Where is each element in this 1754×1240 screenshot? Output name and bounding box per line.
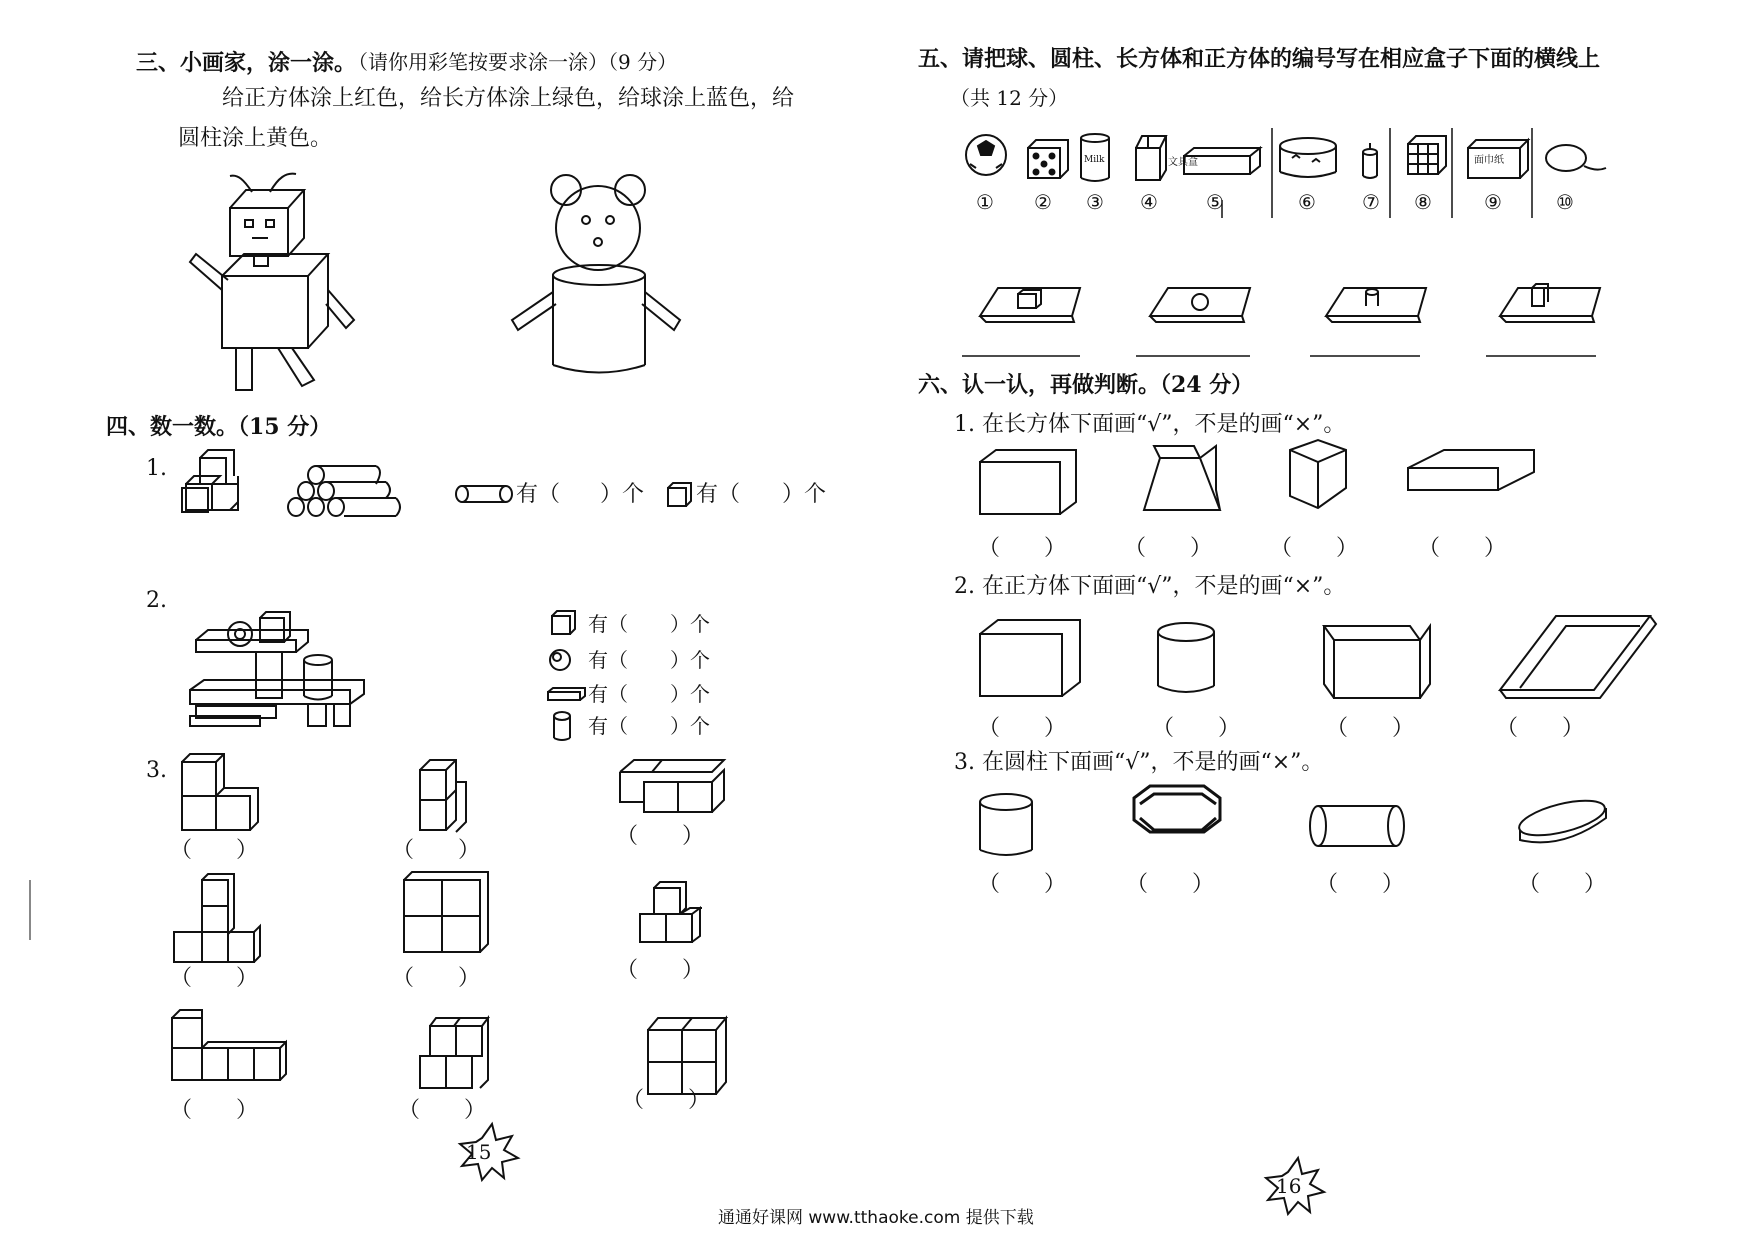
dice-icon: [1028, 140, 1068, 178]
pencil-box-label: 文具盒: [1168, 157, 1198, 168]
s4-q1-cube-has: 有（: [696, 482, 741, 507]
s3-title: 三、小画家，涂一涂。: [136, 50, 357, 76]
s6-q3-blank-1[interactable]: （ ）: [978, 872, 1067, 897]
q2-row-cube-unit: ）个: [670, 612, 710, 636]
s4-q1-cylinder-has: 有（: [516, 482, 561, 507]
s6-q1-blank-3[interactable]: （ ）: [1270, 536, 1359, 561]
s4-q2-number: 2.: [146, 588, 167, 613]
s6-q3-blank-4[interactable]: （ ）: [1518, 872, 1607, 897]
q3-blank-4[interactable]: （ ）: [170, 966, 259, 991]
s3-line2: 圆柱涂上黄色。: [178, 126, 333, 151]
s6-q2-blank-2[interactable]: （ ）: [1152, 716, 1241, 741]
q2-row-ball-unit: ）个: [670, 648, 710, 672]
item-number-7: ⑦: [1362, 190, 1380, 214]
page-number-16: 16: [1276, 1174, 1302, 1198]
q3-cube-structures: [172, 754, 726, 1094]
s4-q1-cylinder-unit: ）个: [600, 482, 645, 507]
item-number-10: ⑩: [1556, 190, 1574, 214]
soccer-ball-icon: [966, 135, 1006, 175]
s6-q1-text: 1. 在长方体下面画“√”，不是的画“×”。: [954, 412, 1346, 437]
page-number-15: 15: [466, 1140, 492, 1164]
s6-q2-blank-4[interactable]: （ ）: [1496, 716, 1585, 741]
q3-blank-6[interactable]: （ ）: [616, 958, 705, 983]
s4-q3-number: 3.: [146, 758, 167, 783]
q1-cylinder-pile: [288, 466, 400, 516]
q2-row-cylinder-unit: ）个: [670, 714, 710, 738]
q3-blank-9[interactable]: （ ）: [622, 1088, 711, 1113]
q1-small-cylinder-icon: [456, 486, 512, 502]
item-number-9: ⑨: [1484, 190, 1502, 214]
drum-icon: [1280, 138, 1336, 177]
q2-cube-icon: [552, 611, 575, 634]
milk-carton-icon: [1136, 136, 1166, 180]
s6-q2-text: 2. 在正方体下面画“√”，不是的画“×”。: [954, 574, 1346, 599]
q3-blank-1[interactable]: （ ）: [170, 838, 259, 863]
item-number-1: ①: [976, 190, 994, 214]
s5-points: （共 12 分）: [950, 86, 1069, 110]
q2-ball-icon: [550, 650, 570, 670]
s3-note: （请你用彩笔按要求涂一涂）（9 分）: [348, 50, 678, 74]
q3-blank-2[interactable]: （ ）: [392, 838, 481, 863]
tissue-box-label: 面巾纸: [1474, 155, 1504, 166]
q3-blank-8[interactable]: （ ）: [398, 1098, 487, 1123]
item-number-5: ⑤: [1206, 190, 1224, 214]
s6-q2-shapes: [980, 616, 1656, 698]
robot-figure: [190, 174, 354, 390]
q2-row-cuboid-has: 有（: [588, 682, 628, 706]
q2-shape-table: [190, 612, 364, 726]
s4-q1-number: 1.: [146, 456, 167, 481]
s6-q1-blank-4[interactable]: （ ）: [1418, 536, 1507, 561]
s6-q3-blank-2[interactable]: （ ）: [1126, 872, 1215, 897]
s6-q1-shapes: [980, 440, 1534, 514]
can-icon: [1363, 143, 1377, 178]
s6-q1-blank-1[interactable]: （ ）: [978, 536, 1067, 561]
milk-label: Milk: [1084, 155, 1105, 165]
s6-q2-blank-3[interactable]: （ ）: [1326, 716, 1415, 741]
s6-q1-blank-2[interactable]: （ ）: [1124, 536, 1213, 561]
item-number-3: ③: [1086, 190, 1104, 214]
q2-cylinder-icon: [554, 712, 570, 740]
s5-boxes: [962, 284, 1600, 356]
footer-credit: 通通好课网 www.tthaoke.com 提供下载: [718, 1208, 1034, 1228]
q1-cube-stack: [182, 450, 238, 512]
q2-cuboid-icon: [548, 688, 585, 700]
q1-small-cube-icon: [668, 483, 691, 506]
bear-figure: [512, 175, 680, 373]
s6-q3-text: 3. 在圆柱下面画“√”，不是的画“×”。: [954, 750, 1324, 775]
q2-row-cube-has: 有（: [588, 612, 628, 636]
item-number-6: ⑥: [1298, 190, 1316, 214]
rubik-cube-icon: [1408, 136, 1446, 174]
item-number-8: ⑧: [1414, 190, 1432, 214]
q3-blank-3[interactable]: （ ）: [616, 824, 705, 849]
s6-q2-blank-1[interactable]: （ ）: [978, 716, 1067, 741]
lasso-icon: [1546, 145, 1606, 171]
s5-title: 五、请把球、圆柱、长方体和正方体的编号写在相应盒子下面的横线上: [918, 46, 1601, 72]
s4-q1-cube-unit: ）个: [782, 482, 827, 507]
item-number-4: ④: [1140, 190, 1158, 214]
s6-title: 六、认一认，再做判断。（24 分）: [918, 372, 1254, 398]
s6-q3-shapes: [980, 786, 1608, 855]
item-number-2: ②: [1034, 190, 1052, 214]
q2-row-cuboid-unit: ）个: [670, 682, 710, 706]
s6-q3-blank-3[interactable]: （ ）: [1316, 872, 1405, 897]
s4-title: 四、数一数。（15 分）: [106, 414, 332, 440]
s3-line1: 给正方体涂上红色，给长方体涂上绿色，给球涂上蓝色，给: [222, 86, 795, 111]
q3-blank-5[interactable]: （ ）: [392, 966, 481, 991]
q3-blank-7[interactable]: （ ）: [170, 1098, 259, 1123]
q2-row-ball-has: 有（: [588, 648, 628, 672]
s5-items: [966, 128, 1606, 218]
q2-row-cylinder-has: 有（: [588, 714, 628, 738]
